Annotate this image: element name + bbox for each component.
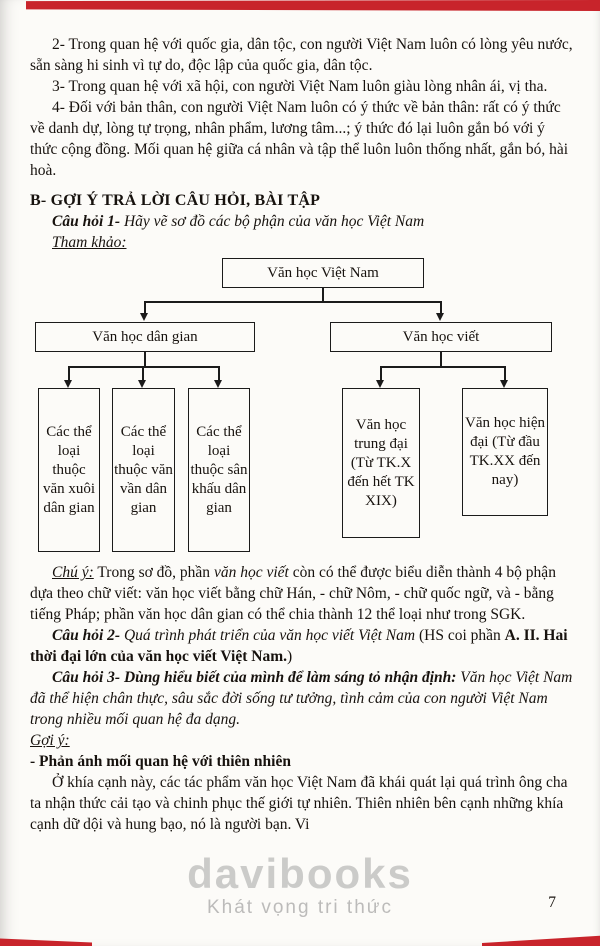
- connector-root-crossbar: [144, 301, 441, 303]
- question-3-line: [30, 667, 574, 730]
- question-2-text: Quá trình phát triển của văn học viết Việt Nam: [120, 627, 419, 644]
- arrow-to-written-child1: [376, 380, 384, 388]
- diagram-box-written-literature: Văn học viết: [330, 322, 552, 352]
- arrow-to-written-child2: [500, 380, 508, 388]
- chu-y-text-pre: Trong sơ đồ, phần: [93, 564, 214, 581]
- question-1-label: Câu hỏi 1-: [52, 213, 121, 230]
- connector-root-stem: [322, 288, 324, 301]
- diagram-box-medieval-literature: Văn học trung đại (Từ TK.X đến hết TK XIX): [342, 388, 420, 538]
- goi-y-line: [30, 730, 574, 751]
- watermark: [0, 852, 600, 920]
- goi-y-paragraph: Ở khía cạnh này, các tác phẩm văn học Việt Nam đã khái quát lại quá trình ông cha ta nhận thức cải tạo và chinh phục thế giới tự nhiên. Thiên nhiên bên cạnh những khía cạnh dữ dội và hung bạo, nó là người bạn. Vi: [30, 774, 568, 833]
- connector-folk-crossbar: [68, 366, 219, 368]
- chu-y-text-post: còn có thể được biểu diễn thành 4 bộ phận dựa theo chữ viết: văn học viết bằng chữ Hán, - chữ Nôm, - chữ quốc ngữ, và - bằng tiếng Pháp; phần văn học dân gian có thể chia thành 12 thể loại như trong SGK.: [30, 564, 556, 623]
- goi-y-item-1: - Phản ánh mối quan hệ với thiên nhiên: [30, 753, 291, 770]
- connector-folk-child1-stem: [68, 366, 70, 381]
- question-1-text: Hãy vẽ sơ đồ các bộ phận của văn học Việt Nam: [120, 213, 425, 230]
- connector-folk-stem: [144, 352, 146, 366]
- arrow-to-left-branch: [140, 313, 148, 321]
- connector-folk-child3-stem: [218, 366, 220, 381]
- question-2-note-pre: (HS coi phần: [418, 627, 505, 644]
- literature-diagram: [30, 256, 574, 556]
- paragraph-2: 2- Trong quan hệ với quốc gia, dân tộc, con người Việt Nam luôn có lòng yêu nước, sẵn sàng hi sinh vì tự do, độc lập của quốc gia, dân tộc.: [30, 36, 573, 74]
- arrow-to-folk-child2: [138, 380, 146, 388]
- arrow-to-folk-child3: [214, 380, 222, 388]
- question-3-instruction: Dùng hiểu biết của mình để làm sáng tỏ nhận định:: [120, 669, 461, 686]
- question-2-line: [30, 625, 574, 667]
- question-3-statement: Văn học Việt Nam đã thể hiện chân thực, sâu sắc đời sống tư tưởng, tình cảm của con người Việt Nam trong nhiều mối quan hệ đa dạng.: [30, 669, 573, 728]
- chu-y-text-italic: văn học viết: [213, 564, 289, 581]
- connector-folk-child2-stem: [142, 366, 144, 381]
- section-b-heading: B- GỢI Ý TRẢ LỜI CÂU HỎI, BÀI TẬP: [30, 192, 321, 209]
- diagram-box-folk-verse: Các thể loại thuộc văn vần dân gian: [112, 388, 175, 552]
- diagram-box-folk-prose: Các thể loại thuộc văn xuôi dân gian: [38, 388, 100, 552]
- connector-written-child1-stem: [380, 366, 382, 381]
- watermark-title: davibooks: [187, 850, 413, 897]
- page-number: 7: [548, 894, 556, 911]
- chu-y-label: Chú ý:: [52, 564, 94, 581]
- tham-khao-label: Tham khảo:: [52, 234, 127, 251]
- arrow-to-folk-child1: [64, 380, 72, 388]
- paragraph-3: 3- Trong quan hệ với xã hội, con người Việt Nam luôn giàu lòng nhân ái, vị tha.: [52, 78, 548, 95]
- paragraph-4: 4- Đối với bản thân, con người Việt Nam luôn có ý thức về bản thân: rất có ý thức về danh dự, lòng tự trọng, nhân phẩm, lương tâm...; ý thức đó lại luôn gắn bó với ý thức cộng đồng. Mối quan hệ giữa cá nhân và tập thể luôn luôn thống nhất, gắn bó, hài hoà.: [30, 99, 569, 179]
- question-2-note-bold: A. II. Hai thời đại lớn của văn học viết Việt Nam.: [30, 627, 568, 665]
- diagram-box-folk-literature: Văn học dân gian: [35, 322, 255, 352]
- diagram-box-modern-literature: Văn học hiện đại (Từ đầu TK.XX đến nay): [462, 388, 548, 516]
- arrow-to-right-branch: [436, 313, 444, 321]
- diagram-box-root: Văn học Việt Nam: [222, 258, 424, 288]
- connector-written-child2-stem: [504, 366, 506, 381]
- tham-khao-line: [30, 232, 574, 253]
- watermark-subtitle: Khát vọng tri thức: [206, 897, 393, 918]
- connector-written-stem: [440, 352, 442, 366]
- question-2-label: Câu hỏi 2-: [52, 627, 121, 644]
- cover-red-bottom-right: [482, 934, 600, 946]
- question-1-line: [30, 211, 574, 232]
- connector-written-crossbar: [380, 366, 505, 368]
- goi-y-label: Gợi ý:: [30, 732, 70, 749]
- note-chu-y: [30, 562, 574, 625]
- cover-red-bottom-left: [0, 936, 92, 946]
- question-2-note-post: ): [287, 648, 293, 665]
- question-3-label: Câu hỏi 3-: [52, 669, 121, 686]
- diagram-box-folk-theatre: Các thể loại thuộc sân khấu dân gian: [188, 388, 250, 552]
